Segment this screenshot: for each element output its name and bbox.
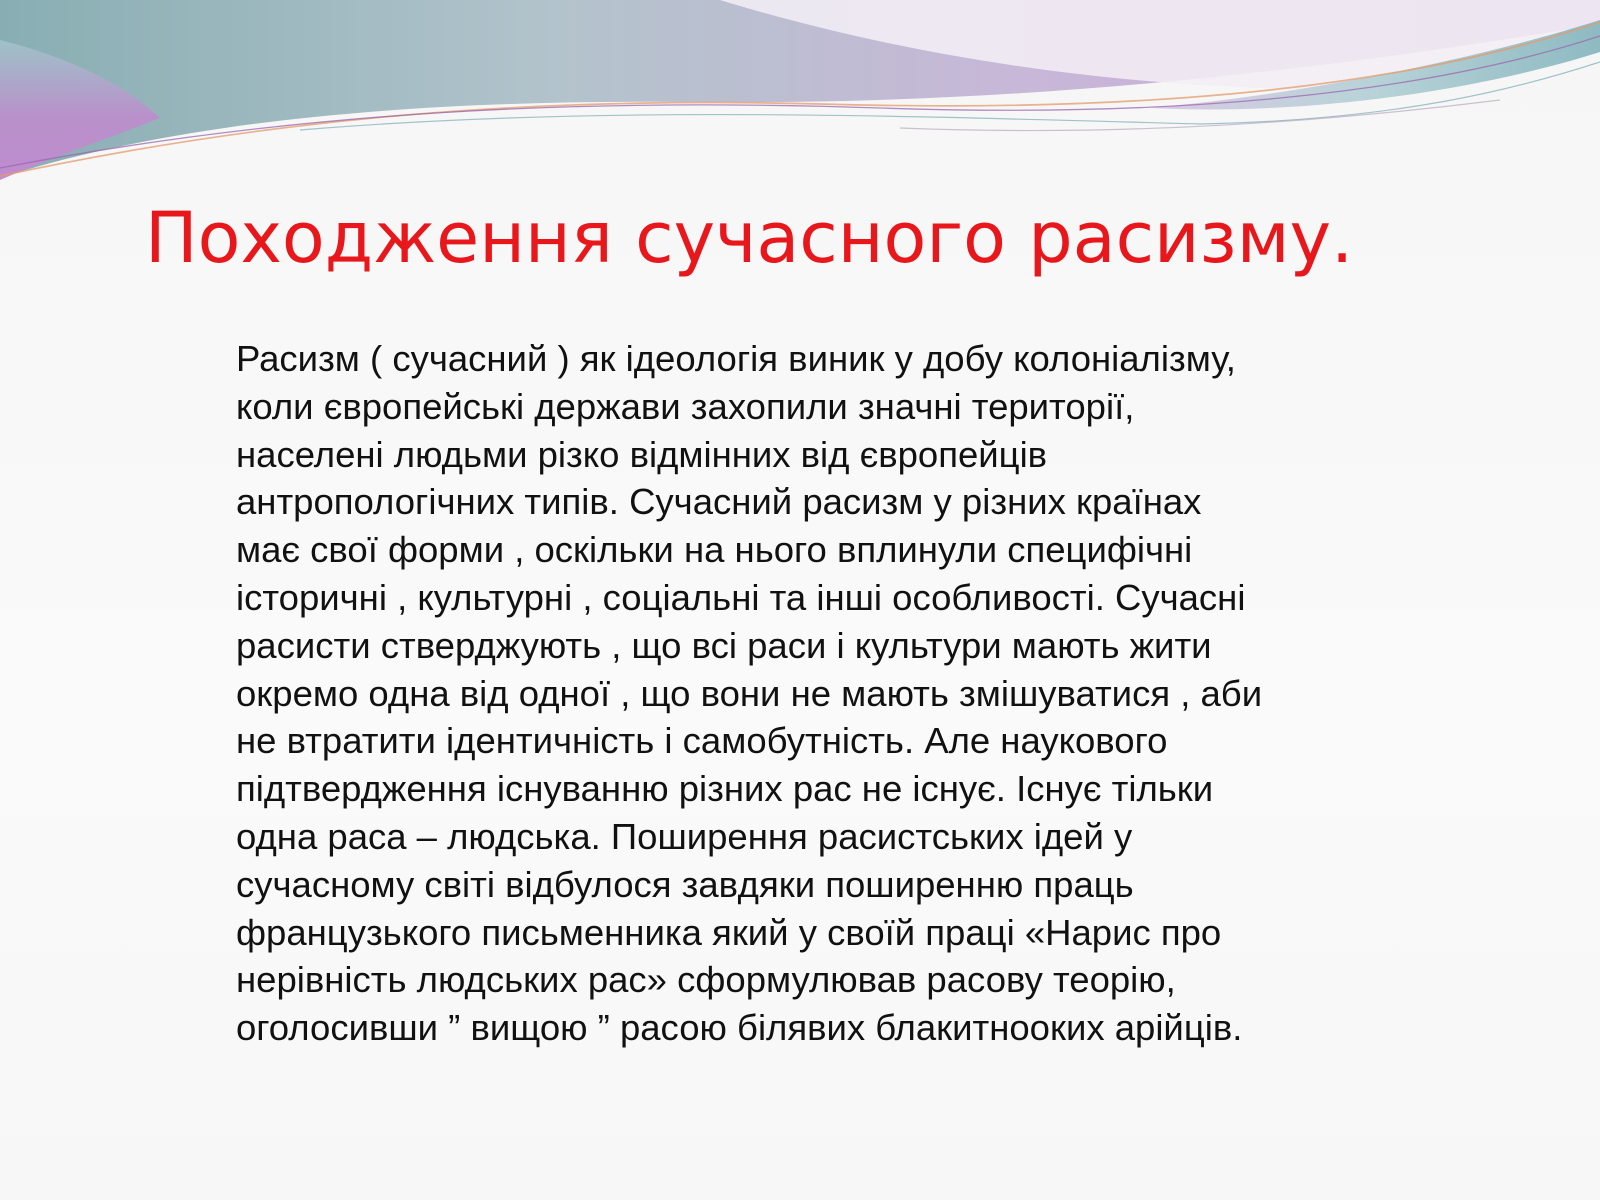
body-line: расисти стверджують , що всі раси і культури мають жити	[236, 624, 1212, 666]
body-line: має свої форми , оскільки на нього вплинули специфічні	[236, 529, 1193, 571]
body-line: французького письменника який у своїй праці «Нарис про	[236, 911, 1222, 953]
decorative-wave-header	[0, 0, 1600, 200]
body-line: оголосивши ” вищою ” расою білявих блакитнооких арійців.	[236, 1007, 1243, 1049]
body-line: антропологічних типів. Сучасний расизм у різних країнах	[236, 481, 1202, 523]
body-line: одна раса – людська. Поширення расистських ідей у	[236, 815, 1133, 857]
slide-title: Походження сучасного расизму.	[145, 197, 1354, 279]
body-line: не втратити ідентичність і самобутність. Але наукового	[236, 720, 1168, 762]
body-line: Расизм ( сучасний ) як ідеологія виник у добу колоніалізму,	[236, 338, 1236, 379]
body-line: сучасному світі відбулося завдяки поширенню праць	[236, 863, 1134, 905]
body-line: нерівність людських рас» сформулював расову теорію,	[236, 959, 1176, 1001]
body-line: коли європейські держави захопили значні території,	[236, 385, 1135, 427]
body-line: історичні , культурні , соціальні та інші особливості. Сучасні	[236, 576, 1246, 618]
body-line: підтвердження існуванню різних рас не існує. Існує тільки	[236, 768, 1214, 810]
body-line: окремо одна від одної , що вони не мають змішуватися , аби	[236, 672, 1263, 714]
body-paragraph	[236, 335, 1386, 1052]
body-line: населені людьми різко відмінних від європейців	[236, 433, 1048, 475]
